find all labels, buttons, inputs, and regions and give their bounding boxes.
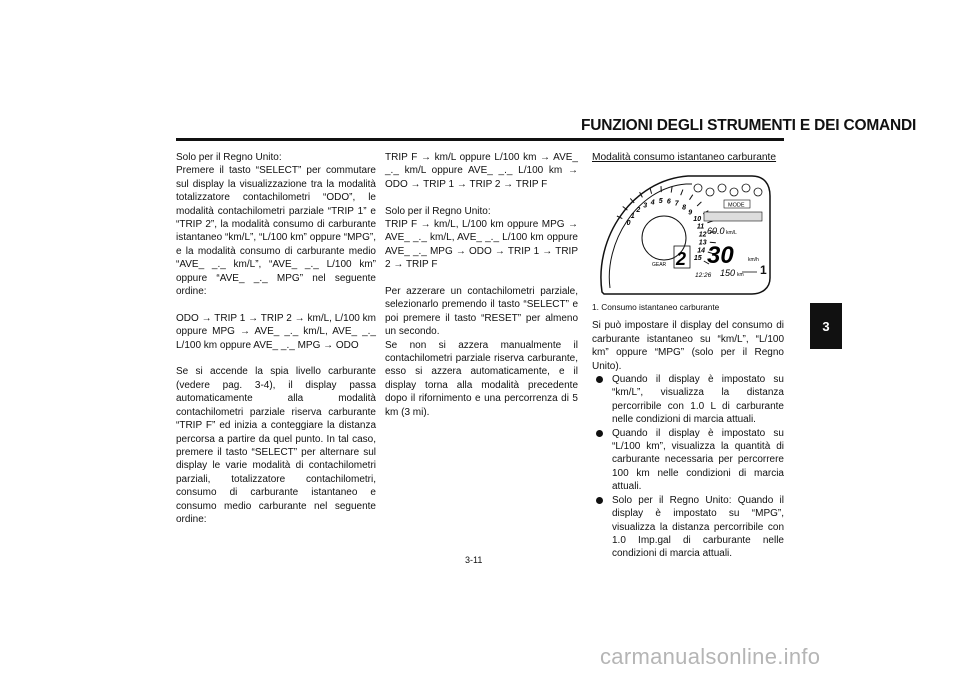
list-item [596,427,784,494]
figure-caption: Modalità consumo istantaneo carburante [592,152,777,163]
page-number: 3-11 [465,555,483,565]
odo-unit: km [737,272,744,279]
gear-value: 2 [676,249,687,270]
bullet-text: Solo per il Regno Unito: Quando il display è impostato su “MPG”, visualizza la distanza percorribile con 1.0 Imp.gal di carburante nelle condizioni di marcia attuali. [612,494,784,560]
bar-graph [704,212,762,221]
figure-note: 1. Consumo istantaneo carburante [592,302,720,313]
tach-number: 10 [693,216,702,224]
bullet-icon [596,430,603,437]
paragraph-fuel-warning: Se si accende la spia livello carburante (vedere pag. 3-4), il display passa automaticamente alla modalità contachilometri parziale riserva carburante “TRIP F” ed inizia a conteggiare la distanza percorsa a partire da quel punto. In tal caso, premere il tasto “SELECT” per alternare sul display le varie modalità di contachilometri parziali, totalizzatore contachilometri, consumo di carburante istantaneo e consumo medio carburante nel seguente ordine: [176,366,376,525]
clock-value: 12:26 [695,272,712,280]
fuel-consumption-unit: km/L [726,230,737,237]
speed-value: 30 [707,242,734,270]
tach-number: 8 [682,204,687,212]
paragraph-order-2: TRIP F → km/L oppure L/100 km → AVE_ _._ km/L oppure AVE_ _._ L/100 km → ODO → TRIP 1 → TRIP 2 → TRIP F [385,152,578,190]
fuel-consumption-value: 60.0 [707,226,725,237]
page-title: FUNZIONI DEGLI STRUMENTI E DEI COMANDI [581,117,917,134]
tach-number: 13 [698,239,707,247]
instrument-panel-figure [592,168,772,296]
odo-value: 150 [720,268,736,279]
tach-number: 12 [698,231,707,239]
watermark: carmanualsonline.info [600,644,821,669]
tach-number: 1 [630,213,635,221]
tach-number: 2 [636,207,641,215]
bullet-text: Quando il display è impostato su “L/100 km”, visualizza la quantità di carburante necessaria per percorrere 100 km nelle condizioni di marcia attuali. [612,427,784,493]
tach-number: 11 [696,223,705,231]
column-1 [176,151,376,526]
tach-number: 0 [626,220,631,228]
dashboard-illustration [592,168,772,296]
bullet-icon [596,376,603,383]
gear-label: GEAR [652,262,667,269]
list-item [596,494,784,561]
list-item [596,373,784,427]
speed-unit: km/h [748,257,759,264]
callout-number: 1 [760,263,767,278]
tach-number: 7 [674,201,679,209]
tach-number: 3 [643,202,648,210]
chapter-tab: 3 [810,303,842,349]
tach-number: 9 [688,210,693,218]
paragraph-intro: Si può impostare il display del consumo di carburante istantaneo su “km/L”, “L/100 km” oppure “MPG” (solo per il Regno Unito). [592,320,784,372]
paragraph-order-1: ODO → TRIP 1 → TRIP 2 → km/L, L/100 km oppure MPG → AVE_ _._ km/L, AVE_ _._ L/100 km oppure AVE_ _._ MPG → ODO [176,312,376,351]
tach-number: 14 [697,247,705,255]
column-2 [385,151,578,419]
paragraph-uk-order: Solo per il Regno Unito: TRIP F → km/L, L/100 km oppure MPG → AVE_ _._ km/L, AVE_ _._ L/100 km oppure AVE_ _._ MPG → ODO → TRIP 1 → TRIP 2 → TRIP F [385,205,578,271]
mode-label: MODE [728,202,745,209]
header-rule [176,138,784,141]
bullet-list [592,373,784,561]
tach-number: 5 [658,198,663,206]
column-3 [592,151,784,561]
tach-number: 6 [666,198,671,206]
tach-number: 15 [693,255,702,263]
bullet-text: Quando il display è impostato su “km/L”, visualizza la distanza percorribile con 1.0 L di carburante nelle condizioni di marcia attuali. [612,374,784,426]
bullet-icon [596,497,603,504]
paragraph-uk-select: Solo per il Regno Unito: Premere il tasto “SELECT” per commutare sul display la visualizzazione tra la modalità totalizzatore contachilometri “ODO”, le modalità contachilometri parziale “TRIP 1” e “TRIP 2”, la modalità consumo di carburante istantaneo “km/L”, “L/100 km” oppure “MPG”, e la modalità consumo di carburante medio “AVE_ _._ km/L”, “AVE_ _._ L/100 km” oppure “AVE_ _._ MPG” nel seguente ordine: [176,152,376,298]
tach-number: 4 [650,199,655,207]
paragraph-reset: Per azzerare un contachilometri parziale, selezionarlo premendo il tasto “SELECT” e poi premere il tasto “RESET” per almeno un secondo. Se non si azzera manualmente il contachilometri parziale riserva carburante, esso si azzera automaticamente, e il display torna alla modalità precedente dopo il rifornimento e una percorrenza di 5 km (3 mi). [385,286,578,418]
